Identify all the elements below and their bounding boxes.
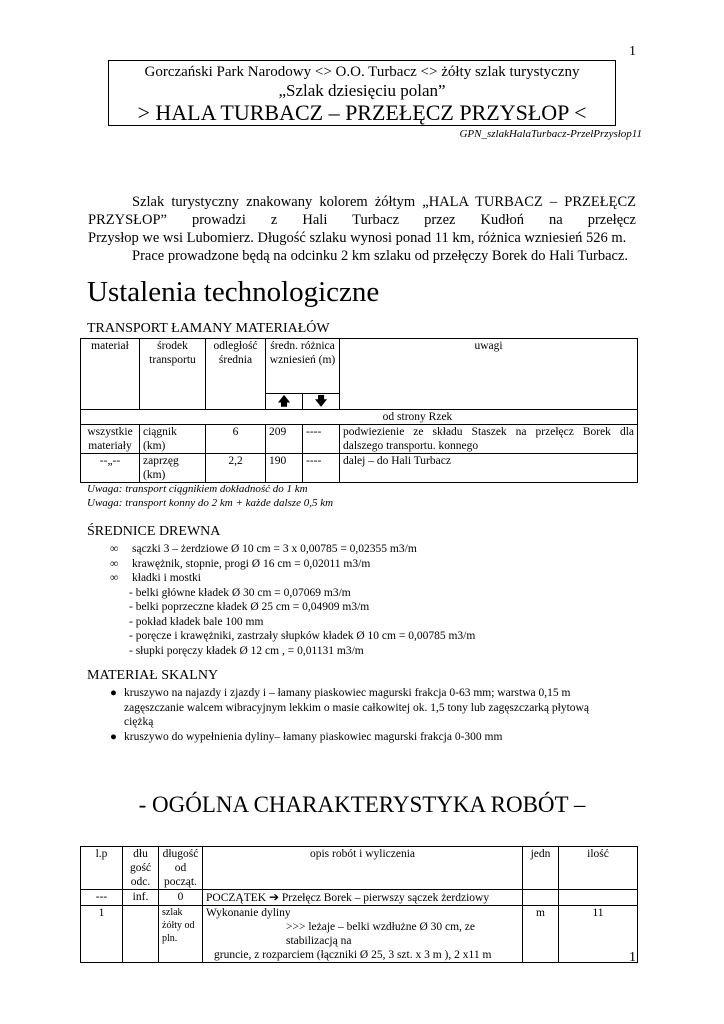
transport-note-2: Uwaga: transport konny do 2 km + każde dalsze 0,5 km xyxy=(87,497,334,509)
works-title: - OGÓLNA CHARAKTERYSTYKA ROBÓT – xyxy=(138,792,586,817)
cell-unit: m xyxy=(523,906,559,963)
section-label: od strony Rzek xyxy=(81,410,638,425)
list-item: ∞ kładki i mostki xyxy=(110,572,201,584)
cell-distance: 6 xyxy=(206,425,266,454)
intro-line-1: Szlak turystyczny znakowany kolorem żółtym „HALA TURBACZ – PRZEŁĘCZ xyxy=(132,194,636,210)
list-item: - słupki poręczy kładek Ø 12 cm , = 0,01131 m3/m xyxy=(129,644,364,657)
transport-title: TRANSPORT ŁAMANY MATERIAŁÓW xyxy=(87,321,330,336)
cell-length: inf. xyxy=(123,890,159,906)
cell-distance: 2,2 xyxy=(206,454,266,483)
cell-lp: 1 xyxy=(81,906,123,963)
cell-down: ---- xyxy=(303,425,340,454)
transport-note-1: Uwaga: transport ciągnikiem dokładność do 1 km xyxy=(87,483,308,495)
infinity-bullet-icon: ∞ xyxy=(110,543,119,555)
transport-header-row xyxy=(81,339,638,394)
dot-bullet-icon: ● xyxy=(110,687,117,699)
list-item: - poręcze i krawężniki, zastrzały słupków kładek Ø 10 cm = 0,00785 m3/m xyxy=(129,630,476,642)
cell-from-start: 0 xyxy=(159,890,203,906)
diameters-title: ŚREDNICE DREWNA xyxy=(87,524,221,539)
cell-lp: --- xyxy=(81,890,123,906)
cell-vehicle: zaprzęg (km) xyxy=(140,454,206,483)
header-from-start: długość od począt. xyxy=(159,847,203,890)
list-item: ∞ sączki 3 – żerdziowe Ø 10 cm = 3 x 0,00785 = 0,02355 m3/m xyxy=(110,543,417,555)
table-row xyxy=(81,890,638,906)
page-number-bottom: 1 xyxy=(629,950,636,965)
stone-title: MATERIAŁ SKALNY xyxy=(87,668,219,683)
intro-line-2: PRZYSŁOP” prowadzi z Hali Turbacz przez Kudłoń na przełęcz xyxy=(88,212,636,228)
intro-paragraph xyxy=(88,193,636,265)
page-number-top: 1 xyxy=(629,44,636,59)
intro-paragraph-2: Prace prowadzone będą na odcinku 2 km szlaku od przełęczy Borek do Hali Turbacz. xyxy=(132,248,629,264)
infinity-bullet-icon: ∞ xyxy=(110,557,119,570)
dot-bullet-icon: ● xyxy=(110,730,117,743)
cell-unit xyxy=(523,890,559,906)
cell-length xyxy=(123,906,159,963)
intro-line-3: Przysłop we wsi Lubomierz. Długość szlaku wynosi ponad 11 km, różnica wzniesień 526 m. xyxy=(88,230,627,246)
list-item: ● kruszywo do wypełnienia dyliny– łamany piaskowiec magurski frakcja 0-300 mm xyxy=(110,730,503,743)
transport-table xyxy=(80,338,638,483)
table-row xyxy=(81,906,638,963)
cell-quantity: 11 xyxy=(559,906,638,963)
diameters-list xyxy=(110,542,475,658)
cell-notes: podwiezienie ze składu Staszek na przełęcz Borek dla dalszego transportu. konnego xyxy=(340,425,638,454)
sub-list xyxy=(110,586,475,659)
arrow-up-icon: 🡅 xyxy=(266,394,303,410)
cell-vehicle: ciągnik (km) xyxy=(140,425,206,454)
header-vehicle: środek transportu xyxy=(140,339,206,410)
works-header-row xyxy=(81,847,638,890)
cell-quantity xyxy=(559,890,638,906)
list-item: ● kruszywo na najazdy i zjazdy i – łamany piaskowiec magurski frakcja 0-63 mm; warstwa 0,15 m zagęszczanie walcem wibracyjnym lekkim o masie całkowitej ok. 1,5 tony lub zagęszczarką płytową ciężką xyxy=(110,687,589,728)
header-material: materiał xyxy=(81,339,140,410)
header-description: opis robót i wyliczenia xyxy=(203,847,523,890)
file-reference: GPN_szlakHalaTurbacz-PrzełPrzysłop11 xyxy=(459,128,642,140)
header-line-1: Gorczański Park Narodowy <> O.O. Turbacz <> żółty szlak turystyczny xyxy=(144,64,580,80)
stone-list xyxy=(110,686,630,744)
header-line-2: „Szlak dziesięciu polan” xyxy=(278,81,446,100)
list-item: - pokład kładek bale 100 mm xyxy=(129,615,264,628)
header-unit: jedn xyxy=(523,847,559,890)
cell-material: wszystkie materiały xyxy=(81,425,140,454)
table-row xyxy=(81,425,638,454)
cell-description: POCZĄTEK ➔ Przełęcz Borek – pierwszy sączek żerdziowy xyxy=(203,890,523,906)
arrow-down-icon: 🡇 xyxy=(303,394,340,410)
header-notes: uwagi xyxy=(340,339,638,410)
works-table xyxy=(80,846,638,963)
cell-notes: dalej – do Hali Turbacz xyxy=(340,454,638,483)
cell-material: --„-- xyxy=(81,454,140,483)
cell-down: ---- xyxy=(303,454,340,483)
arrow-right-icon: ➔ xyxy=(268,890,279,904)
header-distance: odległość średnia xyxy=(206,339,266,410)
cell-description: Wykonanie dyliny >>> leżaje – belki wzdłużne Ø 30 cm, ze stabilizacją na gruncie, z rozparciem (łączniki Ø 25, 3 szt. x 3 m ), 2 x11 m xyxy=(203,906,523,963)
list-item: - belki główne kładek Ø 30 cm = 0,07069 m3/m xyxy=(129,586,351,599)
transport-section-row xyxy=(81,410,638,425)
cell-up: 209 xyxy=(266,425,303,454)
main-title: Ustalenia technologiczne xyxy=(87,276,380,308)
list-item: ∞ krawężnik, stopnie, progi Ø 16 cm = 0,02011 m3/m xyxy=(110,557,371,570)
header-elevation: średn. różnica wzniesień (m) xyxy=(266,339,340,394)
header-line-3: > HALA TURBACZ – PRZEŁĘCZ PRZYSŁOP < xyxy=(137,100,587,125)
infinity-bullet-icon: ∞ xyxy=(110,572,119,584)
table-row xyxy=(81,454,638,483)
header-lp: l.p xyxy=(81,847,123,890)
document-header-box xyxy=(108,60,616,126)
cell-from-start: szlak żółty od pln. xyxy=(159,906,203,963)
cell-up: 190 xyxy=(266,454,303,483)
list-item: - belki poprzeczne kładek Ø 25 cm = 0,04909 m3/m xyxy=(129,601,370,613)
header-quantity: ilość xyxy=(559,847,638,890)
header-length: dłu gość odc. xyxy=(123,847,159,890)
